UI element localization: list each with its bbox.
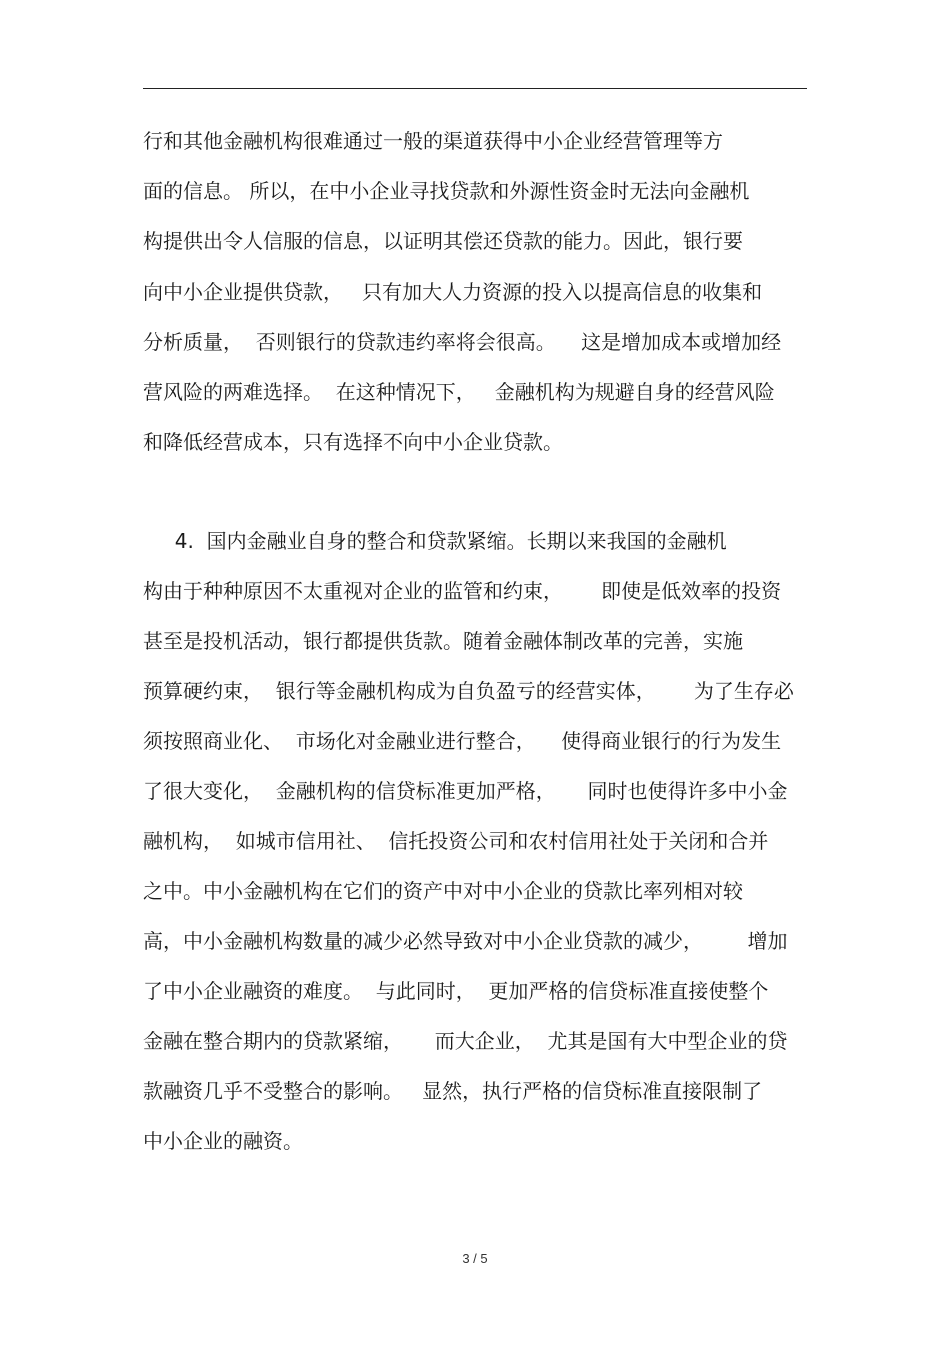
paragraph-2-line-6: 了很大变化， 金融机构的信贷标准更加严格， 同时也使得许多中小金 [143, 779, 788, 803]
paragraph-1-line-6: 营风险的两难选择。 在这种情况下， 金融机构为规避自身的经营风险 [143, 380, 775, 404]
paragraph-2-line-10: 了中小企业融资的难度。 与此同时， 更加严格的信贷标准直接使整个 [143, 979, 769, 1003]
paragraph-1-line-4: 向中小企业提供贷款， 只有加大人力资源的投入以提高信息的收集和 [143, 280, 763, 304]
paragraph-2-line-4: 预算硬约束， 银行等金融机构成为自负盈亏的经营实体， 为了生存必 [143, 679, 794, 703]
paragraph-2-line-1: 4. 国内金融业自身的整合和贷款紧缩。长期以来我国的金融机 [143, 529, 727, 553]
paragraph-2-line-9: 高，中小金融机构数量的减少必然导致对中小企业贷款的减少， 增加 [143, 929, 788, 953]
paragraph-1-line-2: 面的信息。 所以，在中小企业寻找贷款和外源性资金时无法向金融机 [143, 179, 750, 203]
paragraph-1-line-1: 行和其他金融机构很难通过一般的渠道获得中小企业经营管理等方 [143, 129, 723, 153]
paragraph-2-line-7: 融机构， 如城市信用社、 信托投资公司和农村信用社处于关闭和合并 [143, 829, 769, 853]
paragraph-1-line-5: 分析质量， 否则银行的贷款违约率将会很高。 这是增加成本或增加经 [143, 330, 782, 354]
paragraph-2-line-11: 金融在整合期内的贷款紧缩， 而大企业， 尤其是国有大中型企业的贷 [143, 1029, 788, 1053]
paragraph-1-line-3: 构提供出令人信服的信息，以证明其偿还贷款的能力。因此，银行要 [143, 229, 743, 253]
paragraph-2-line-2: 构由于种种原因不太重视对企业的监管和约束， 即使是低效率的投资 [143, 579, 782, 603]
paragraph-2-line-12: 款融资几乎不受整合的影响。 显然，执行严格的信贷标准直接限制了 [143, 1079, 763, 1103]
paragraph-2-line-5: 须按照商业化、 市场化对金融业进行整合， 使得商业银行的行为发生 [143, 729, 782, 753]
paragraph-2-line-8: 之中。中小金融机构在它们的资产中对中小企业的贷款比率列相对较 [143, 879, 743, 903]
page-number: 3 / 5 [462, 1251, 488, 1266]
paragraph-2-line-13: 中小企业的融资。 [143, 1129, 303, 1153]
header-rule [143, 88, 807, 89]
paragraph-2-line-3: 甚至是投机活动，银行都提供货款。随着金融体制改革的完善，实施 [143, 629, 743, 653]
paragraph-1-line-7: 和降低经营成本，只有选择不向中小企业贷款。 [143, 430, 563, 454]
